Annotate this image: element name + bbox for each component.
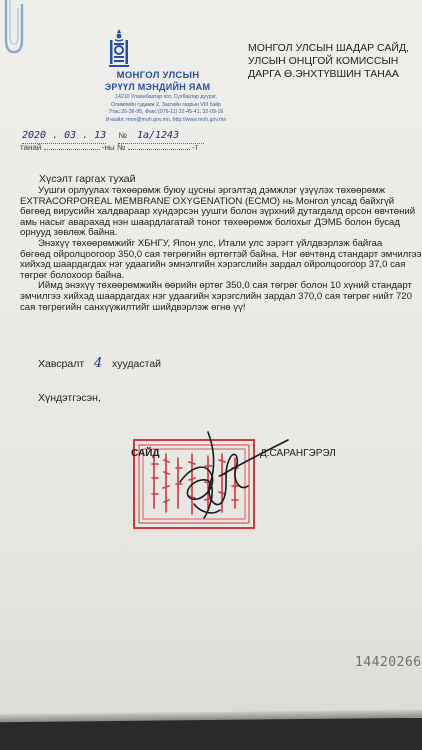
letter-body: [0, 186, 422, 313]
letter-subject: Хүсэлт гаргах тухай: [39, 173, 136, 185]
body-line: бөгөөд вирусийн халдвараар хүндэрсэн уушги болон зүрхний дутагдалд орсон өвчтөний: [20, 206, 416, 218]
paperclip-icon: [0, 0, 26, 60]
address-line: И-мэйл: mon@moh.gov.mn, http://www.moh.gov.mn: [105, 116, 227, 123]
handwritten-signature: [160, 418, 290, 528]
attachment-note: [38, 356, 161, 371]
address-line: Утас:26-36-95, Факс:(976-11) 32-45-41, 32-09-16: [108, 109, 224, 116]
body-line: EXTRACORPOREAL MEMBRANE OXYGENATION (ECMO) нь Монгол улсад байхгүй: [20, 195, 395, 207]
signatory-title: САЙД: [131, 448, 160, 459]
address-line: Олимпийн гудамж 2, Засгийн газрын VIII байр: [110, 101, 222, 108]
closing-text: Хүндэтгэсэн,: [38, 392, 101, 404]
body-line: амь насыг аварахад нэн шаардлагатай тоног төхөөрөмж болохыг ДЭМБ болон бусад: [20, 216, 400, 228]
addressee-line: УЛСЫН ОНЦГОЙ КОМИССЫН: [248, 55, 399, 67]
body-line: бөгөөд ойролцоогоор 350,0 сая төгрөгийн өртөгтэй байна. Нэг өвчтөнд стандарт эмчилгээ: [20, 248, 422, 260]
document-serial-number: 14420266: [355, 655, 422, 670]
letter-number: 1а/1243: [136, 130, 180, 141]
body-line: Энэхүү төхөөрөмжийг ХБНГУ, Япон улс, Итали улс зэрэгт үйлдвэрлэж байгаа: [38, 237, 383, 249]
state-emblem-icon: [106, 28, 132, 68]
letter-date: 2020 . 03 . 13: [22, 130, 107, 141]
org-name-line2: ЭРҮҮЛ МЭНДИЙН ЯАМ: [104, 82, 211, 92]
body-line: хийхэд шаардагдах нэг удаагийн эмнэлгийн хэрэгслийн зардал ойролцоогоор 37,0 сая: [20, 259, 406, 271]
attachment-suffix: хуудастай: [112, 358, 162, 370]
org-address: [96, 94, 236, 124]
body-line: төгрөг болохоор байна.: [20, 269, 125, 281]
reference-line: [20, 143, 198, 152]
number-label: №: [118, 131, 127, 140]
date-number-line: [22, 130, 179, 141]
org-name-line1: МОНГОЛ УЛСЫН: [116, 70, 200, 81]
attachment-prefix: Хавсралт: [38, 358, 85, 370]
body-line: Уушги орлуулах төхөөрөмж буюу цусны эргэлтэд дэмжлэг үзүүлэх төхөөрөмж: [38, 185, 386, 196]
body-line: орнууд зөвлөж байна.: [20, 227, 118, 239]
attachment-count: 4: [93, 356, 103, 371]
address-line: 14210 Улаанбаатар хот, Сүхбаатар дүүрэг,: [115, 94, 217, 100]
reference-prefix: танай: [20, 143, 42, 152]
body-line: эмчилгээ хийхэд шаардагдах нэг удаагийн хэрэгслийн зардал 370,0 сая төгрөг нийт 720: [20, 290, 412, 302]
addressee-line: ДАРГА Ө.ЭНХТҮВШИН ТАНАА: [248, 68, 399, 80]
body-line: сая төгрөгийн санхүүжилтийг шийдвэрлэж өгнө үү!: [20, 301, 246, 313]
addressee-block: [248, 42, 409, 81]
reference-suffix: -т: [191, 143, 199, 152]
addressee-line: МОНГОЛ УЛСЫН ШАДАР САЙД,: [248, 42, 409, 54]
body-line: Иймд энэхүү төхөөрөмжийн өөрийн өртөг 350,0 сая төгрөг болон 10 хүний стандарт: [38, 280, 412, 292]
signatory-name: Д.САРАНГЭРЭЛ: [260, 448, 336, 459]
reference-mid: -ны №: [101, 143, 126, 152]
